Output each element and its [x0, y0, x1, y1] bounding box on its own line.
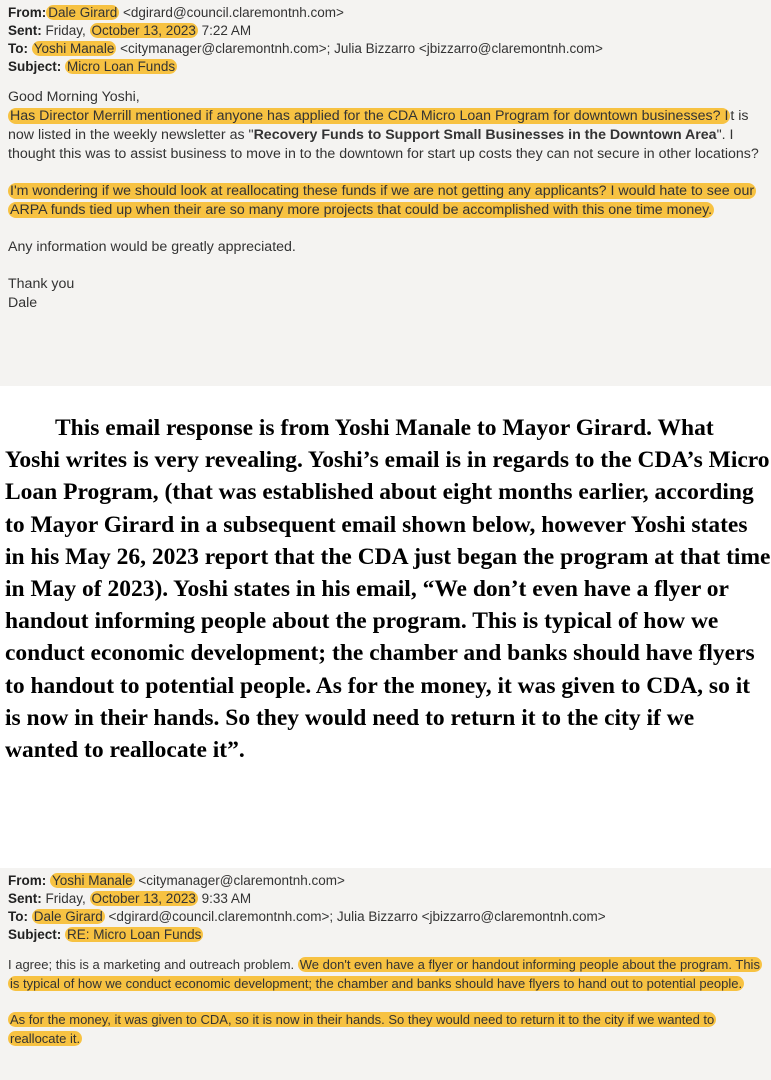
subject-label: Subject:: [8, 59, 62, 74]
to-name: Dale Girard: [33, 909, 103, 924]
email-body: [8, 956, 763, 1048]
body-paragraph-2: As for the money, it was given to CDA, so it is now in their hands. So they would need to return it to the city if we wanted to reallocate it.: [10, 1012, 715, 1046]
commentary-text: This email response is from Yoshi Manale to Mayor Girard. What Yoshi writes is very revealing. Yoshi’s email is in regards to the CDA’s Micro Loan Program, (that was established about eight months earlier, according to Mayor Girard in a subsequent email shown below, however Yoshi states in his May 26, 2023 report that the CDA just began the program at that time in May of 2023). Yoshi states in his email, “We don’t even have a flyer or handout informing people about the program. This is typical of how we conduct economic development; the chamber and banks should have flyers to handout to potential people. As for the money, it was given to CDA, so it is now in their hands. So they would need to return it to the city if we wanted to reallocate it”.: [5, 415, 771, 764]
from-line: [8, 4, 763, 22]
to-name: Yoshi Manale: [33, 41, 115, 56]
subject: Micro Loan Funds: [67, 59, 176, 74]
from-address: <citymanager@claremontnh.com>: [134, 873, 345, 888]
email-reply: [0, 868, 771, 1080]
body-paragraph-3: Any information would be greatly appreciated.: [8, 239, 296, 255]
sent-day: Friday,: [41, 891, 90, 906]
body-paragraph-1: Has Director Merrill mentioned if anyone has applied for the CDA Micro Loan Program for downtown businesses? I t is now listed in the weekly newsletter as "Recovery Funds to Support Small Businesses in the Downtown Area". I thought this was to assist business to move in to the downtown for start up costs they can not secure in other locations?: [8, 108, 759, 162]
sent-day: Friday,: [41, 23, 90, 38]
from-name: Dale Girard: [48, 5, 118, 20]
sent-line: [8, 890, 763, 908]
email-original: [0, 0, 771, 386]
to-recipients: <dgirard@council.claremontnh.com>; Julia Bizzarro <jbizzarro@claremontnh.com>: [104, 909, 606, 924]
subject-line: [8, 926, 763, 944]
sent-label: Sent:: [8, 23, 42, 38]
subject: RE: Micro Loan Funds: [67, 927, 202, 942]
to-recipients: <citymanager@claremontnh.com>; Julia Bizzarro <jbizzarro@claremontnh.com>: [116, 41, 603, 56]
to-line: [8, 40, 763, 58]
body-paragraph-2: I'm wondering if we should look at reallocating these funds if we are not getting any applicants? I would hate to see our ARPA funds tied up when their are so many more projects that could be accomplished with this one time money.: [10, 183, 755, 218]
to-line: [8, 908, 763, 926]
from-address: <dgirard@council.claremontnh.com>: [119, 5, 344, 20]
closing: Thank you: [8, 276, 75, 292]
to-label: To:: [8, 41, 28, 56]
from-line: [8, 872, 763, 890]
greeting: Good Morning Yoshi,: [8, 89, 140, 105]
to-label: To:: [8, 909, 28, 924]
from-label: From:: [8, 873, 47, 888]
email-body: [8, 88, 763, 313]
sent-label: Sent:: [8, 891, 42, 906]
highlighted-quote: We don't even have a flyer or handout informing people about the program. This is typical of how we conduct economic development; the chamber and banks should have flyers to hand out to potential people.: [10, 957, 760, 991]
subject-label: Subject:: [8, 927, 62, 942]
from-label: From:: [8, 5, 47, 20]
sent-date: October 13, 2023: [91, 23, 196, 38]
signature: Dale: [8, 295, 38, 311]
subject-line: [8, 58, 763, 76]
sent-time: 9:33 AM: [197, 891, 252, 906]
sent-time: 7:22 AM: [197, 23, 252, 38]
body-paragraph-1: I agree; this is a marketing and outreach problem. We don't even have a flyer or handout informing people about the program. This is typical of how we conduct economic development; the chamber and banks should have flyers to hand out to potential people.: [8, 957, 760, 991]
sent-line: [8, 22, 763, 40]
sent-date: October 13, 2023: [91, 891, 196, 906]
from-name: Yoshi Manale: [52, 873, 133, 888]
highlighted-question: Has Director Merrill mentioned if anyone has applied for the CDA Micro Loan Program for downtown businesses? I: [10, 108, 729, 124]
newsletter-title: Recovery Funds to Support Small Businesses in the Downtown Area: [253, 127, 717, 143]
